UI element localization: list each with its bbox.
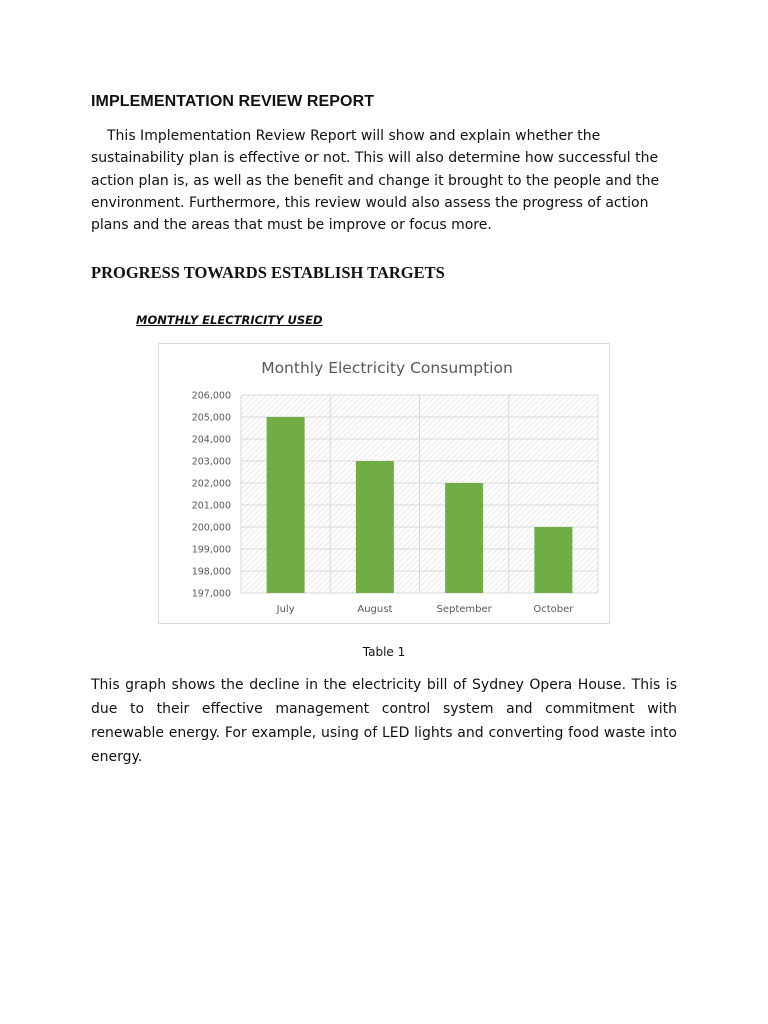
bar-july bbox=[267, 417, 305, 593]
bar-september bbox=[445, 483, 483, 593]
y-tick-label: 197,000 bbox=[191, 588, 231, 600]
intro-line: environment. Furthermore, this review would also assess the progress of action bbox=[91, 194, 649, 211]
electricity-bar-chart bbox=[159, 344, 609, 623]
intro-line: sustainability plan is effective or not. This will also determine how successful the bbox=[91, 150, 659, 167]
bar-august bbox=[356, 461, 394, 593]
intro-line: action plan is, as well as the benefit and change it brought to the people and the bbox=[91, 172, 660, 189]
table-caption: Table 1 bbox=[362, 645, 406, 659]
y-tick-label: 206,000 bbox=[191, 390, 231, 402]
chart-title: Monthly Electricity Consumption bbox=[261, 359, 513, 377]
bar-october bbox=[534, 527, 572, 593]
x-tick-label: October bbox=[533, 604, 574, 615]
y-tick-label: 199,000 bbox=[191, 544, 231, 556]
chart-frame bbox=[158, 343, 610, 624]
intro-line: plans and the areas that must be improve or focus more. bbox=[91, 217, 492, 234]
x-tick-label: September bbox=[436, 604, 492, 615]
chart-subheading: MONTHLY ELECTRICITY USED bbox=[136, 313, 323, 327]
intro-paragraph bbox=[91, 125, 681, 236]
y-tick-label: 198,000 bbox=[191, 566, 231, 578]
y-tick-label: 202,000 bbox=[191, 478, 231, 490]
x-tick-label: July bbox=[276, 604, 295, 615]
x-tick-label: August bbox=[357, 604, 393, 615]
y-tick-label: 201,000 bbox=[191, 500, 231, 512]
y-tick-label: 203,000 bbox=[191, 456, 231, 468]
y-tick-label: 204,000 bbox=[191, 434, 231, 446]
report-title: IMPLEMENTATION REVIEW REPORT bbox=[91, 93, 375, 110]
y-tick-label: 200,000 bbox=[191, 522, 231, 534]
body-paragraph: This graph shows the decline in the electricity bill of Sydney Opera House. This is due to their effective management control system and commitment with renewable energy. For example, using of LED lights and converting food waste into energy. bbox=[91, 677, 677, 765]
intro-line: This Implementation Review Report will show and explain whether the bbox=[107, 128, 601, 144]
y-tick-label: 205,000 bbox=[191, 412, 231, 424]
section-heading: PROGRESS TOWARDS ESTABLISH TARGETS bbox=[91, 263, 445, 282]
